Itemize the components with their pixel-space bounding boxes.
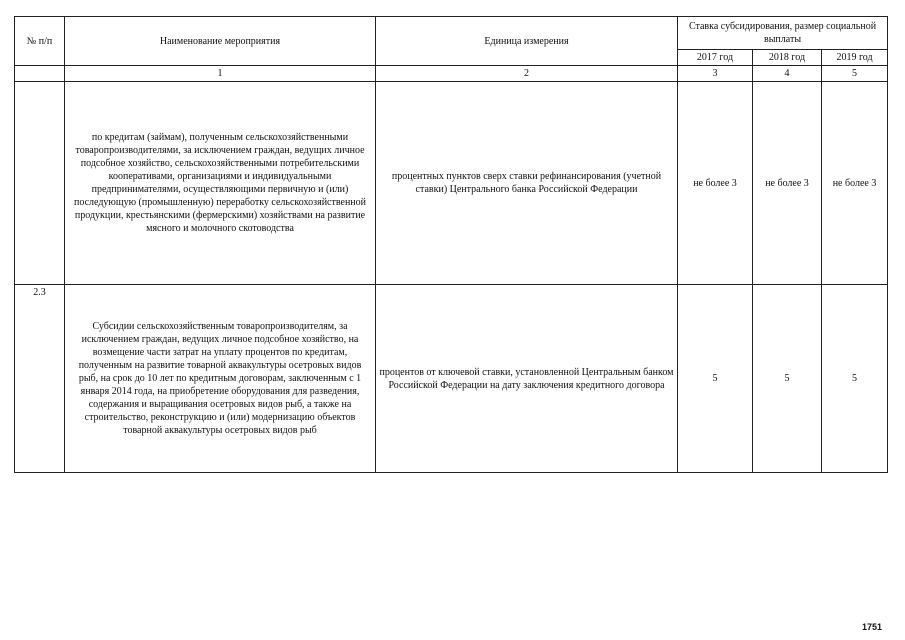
header-row [15,17,888,50]
table-row [15,82,888,285]
column-number-3: 3 [678,66,753,82]
row-value-2018: не более 3 [753,82,822,285]
row-value-2019: 5 [822,285,888,473]
row-unit: процентов от ключевой ставки, установленной Центральным банком Российской Федерации на дату заключения кредитного договора [376,285,678,473]
header-num: № п/п [15,17,65,66]
row-number [15,82,65,285]
row-value-2018: 5 [753,285,822,473]
row-value-2017: 5 [678,285,753,473]
row-value-2017: не более 3 [678,82,753,285]
column-number-5: 5 [822,66,888,82]
column-number-2: 2 [376,66,678,82]
row-measure-name: Субсидии сельскохозяйственным товаропроизводителям, за исключением граждан, ведущих личное подсобное хозяйство, на возмещение части затрат на уплату процентов по кредитам, полученным на развитие товарной аквакультуры осетровых видов рыб, на срок до 10 лет по кредитным договорам, заключенным с 1 января 2014 года, на приобретение оборудования для разведения, содержания и выращивания осетровых видов рыб, а также на строительство, реконструкцию и (или) модернизацию объектов товарной аквакультуры осетровых видов рыб [65,285,376,473]
header-rate: Ставка субсидирования, размер социальной выплаты [678,17,888,50]
header-year-2018: 2018 год [753,50,822,66]
row-value-2019: не более 3 [822,82,888,285]
subsidy-table [14,16,888,473]
row-unit: процентных пунктов сверх ставки рефинансирования (учетной ставки) Центрального банка Российской Федерации [376,82,678,285]
row-measure-name: по кредитам (займам), полученным сельскохозяйственными товаропроизводителями, за исключением граждан, ведущих личное подсобное хозяйство, сельскохозяйственными потребительскими кооперативами, организациями и индивидуальными предпринимателями, осуществляющими первичную и (или) последующую (промышленную) переработку сельскохозяйственной продукции, крестьянскими (фермерскими) хозяйствами на развитие мясного и молочного скотоводства [65,82,376,285]
column-number-1: 1 [65,66,376,82]
header-year-2019: 2019 год [822,50,888,66]
column-numbers-row [15,66,888,82]
page-number: 1751 [862,622,883,632]
row-number: 2.3 [15,285,65,473]
header-name: Наименование мероприятия [65,17,376,66]
header-year-2017: 2017 год [678,50,753,66]
column-number-empty [15,66,65,82]
column-number-4: 4 [753,66,822,82]
table-row [15,285,888,473]
header-unit: Единица измерения [376,17,678,66]
